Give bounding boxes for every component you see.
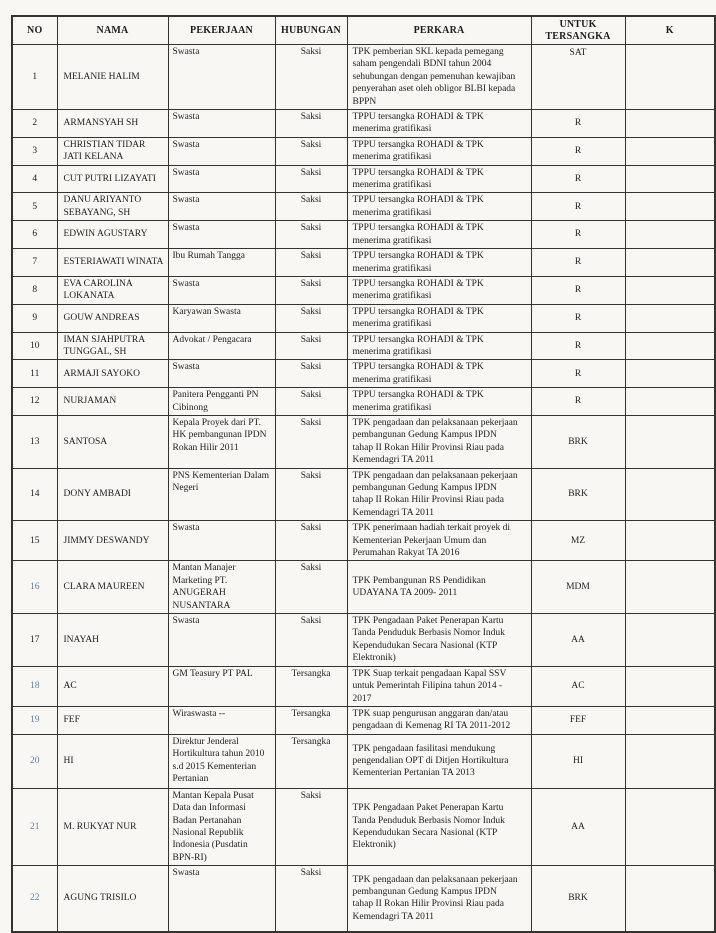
cell-untuk-tersangka: R	[531, 221, 625, 249]
cell-untuk-tersangka: AA	[531, 614, 625, 667]
cell-perkara: TPK pengadaan dan pelaksanaan pekerjaan pembangunan Gedung Kampus IPDN tahap II Rokan Hilir Provinsi Riau pada Kemendagri TA 2011	[347, 415, 531, 468]
cell-ket-truncated	[625, 415, 715, 468]
table-row	[12, 304, 715, 332]
cell-untuk-tersangka: BRK	[531, 415, 625, 468]
table-row	[12, 45, 715, 110]
cell-hubungan: Saksi	[275, 332, 347, 360]
table-row	[12, 521, 715, 561]
table-row	[12, 360, 715, 388]
cell-pekerjaan: Ibu Rumah Tangga	[168, 249, 275, 277]
cell-nama: SANTOSA	[57, 415, 168, 468]
cell-ket-truncated	[625, 45, 715, 110]
cell-nama: CUT PUTRI LIZAYATI	[57, 165, 168, 193]
cell-nama: DANU ARIYANTO SEBAYANG, SH	[57, 193, 168, 221]
cell-pekerjaan: Advokat / Pengacara	[168, 332, 275, 360]
cell-pekerjaan: Panitera Pengganti PN Cibinong	[168, 388, 275, 416]
cell-nama: GOUW ANDREAS	[57, 304, 168, 332]
cell-no: 13	[12, 415, 57, 468]
cell-no: 1	[12, 45, 57, 110]
table-row	[12, 706, 715, 734]
cell-ket-truncated	[625, 706, 715, 734]
table-row	[12, 614, 715, 667]
column-header-hubungan: HUBUNGAN	[275, 16, 347, 45]
cell-perkara: TPPU tersangka ROHADI & TPK menerima gratifikasi	[347, 110, 531, 138]
cell-nama: ESTERIAWATI WINATA	[57, 249, 168, 277]
table-row	[12, 137, 715, 165]
table-row	[12, 788, 715, 865]
table-row	[12, 332, 715, 360]
cell-perkara: TPPU tersangka ROHADI & TPK menerima gratifikasi	[347, 193, 531, 221]
cell-nama: JIMMY DESWANDY	[57, 521, 168, 561]
cell-pekerjaan: Swasta	[168, 137, 275, 165]
cell-perkara: TPK pengadaan fasilitasi mendukung pengendalian OPT di Ditjen Hortikultura Kementerian Pertanian TA 2013	[347, 734, 531, 788]
cell-hubungan: Tersangka	[275, 706, 347, 734]
cell-no: 21	[12, 788, 57, 865]
cell-perkara: TPK Pengadaan Paket Penerapan Kartu Tanda Penduduk Berbasis Nomor Induk Kependudukan Secara Nasional (KTP Elektronik)	[347, 614, 531, 667]
column-header-nama: NAMA	[57, 16, 168, 45]
cell-nama: DONY AMBADI	[57, 468, 168, 521]
cell-nama: IMAN SJAHPUTRA TUNGGAL, SH	[57, 332, 168, 360]
column-header-ket-truncated: K	[625, 16, 715, 45]
cell-hubungan: Saksi	[275, 165, 347, 193]
cell-ket-truncated	[625, 137, 715, 165]
cell-untuk-tersangka: SAT	[531, 45, 625, 110]
cell-ket-truncated	[625, 561, 715, 614]
cell-no: 6	[12, 221, 57, 249]
witness-suspect-table	[11, 15, 716, 933]
cell-pekerjaan: Mantan Manajer Marketing PT. ANUGERAH NUSANTARA	[168, 561, 275, 614]
cell-pekerjaan: Wiraswasta --	[168, 706, 275, 734]
cell-untuk-tersangka: AC	[531, 666, 625, 706]
cell-hubungan: Saksi	[275, 521, 347, 561]
cell-nama: ARMAJI SAYOKO	[57, 360, 168, 388]
cell-untuk-tersangka: R	[531, 360, 625, 388]
cell-no: 4	[12, 165, 57, 193]
cell-no: 19	[12, 706, 57, 734]
cell-untuk-tersangka: R	[531, 249, 625, 277]
cell-perkara: TPPU tersangka ROHADI & TPK menerima gratifikasi	[347, 360, 531, 388]
cell-nama: HI	[57, 734, 168, 788]
cell-perkara: TPPU tersangka ROHADI & TPK menerima gratifikasi	[347, 304, 531, 332]
cell-untuk-tersangka: R	[531, 165, 625, 193]
cell-perkara: TPPU tersangka ROHADI & TPK menerima gratifikasi	[347, 332, 531, 360]
cell-nama: AGUNG TRISILO	[57, 866, 168, 932]
cell-perkara: TPPU tersangka ROHADI & TPK menerima gratifikasi	[347, 276, 531, 304]
table-row	[12, 249, 715, 277]
cell-pekerjaan: Swasta	[168, 193, 275, 221]
cell-pekerjaan: Swasta	[168, 866, 275, 932]
cell-hubungan: Saksi	[275, 788, 347, 865]
document-page	[11, 15, 716, 933]
cell-ket-truncated	[625, 666, 715, 706]
cell-pekerjaan: Swasta	[168, 276, 275, 304]
cell-pekerjaan: Kepala Proyek dari PT. HK pembangunan IPDN Rokan Hilir 2011	[168, 415, 275, 468]
cell-ket-truncated	[625, 249, 715, 277]
column-header-no: NO	[12, 16, 57, 45]
cell-no: 17	[12, 614, 57, 667]
cell-perkara: TPK pengadaan dan pelaksanaan pekerjaan pembangunan Gedung Kampus IPDN tahap II Rokan Hilir Provinsi Riau pada Kemendagri TA 2011	[347, 866, 531, 932]
table-row	[12, 276, 715, 304]
cell-pekerjaan: Swasta	[168, 110, 275, 138]
cell-pekerjaan: PNS Kementerian Dalam Negeri	[168, 468, 275, 521]
cell-nama: MELANIE HALIM	[57, 45, 168, 110]
cell-no: 11	[12, 360, 57, 388]
cell-no: 8	[12, 276, 57, 304]
cell-ket-truncated	[625, 734, 715, 788]
cell-untuk-tersangka: MDM	[531, 561, 625, 614]
table-row	[12, 666, 715, 706]
cell-ket-truncated	[625, 614, 715, 667]
cell-untuk-tersangka: R	[531, 304, 625, 332]
cell-ket-truncated	[625, 221, 715, 249]
cell-hubungan: Saksi	[275, 360, 347, 388]
cell-perkara: TPK pengadaan dan pelaksanaan pekerjaan pembangunan Gedung Kampus IPDN tahap II Rokan Hilir Provinsi Riau pada Kemendagri TA 2011	[347, 468, 531, 521]
cell-ket-truncated	[625, 866, 715, 932]
cell-ket-truncated	[625, 360, 715, 388]
cell-untuk-tersangka: R	[531, 137, 625, 165]
cell-hubungan: Saksi	[275, 221, 347, 249]
cell-nama: CHRISTIAN TIDAR JATI KELANA	[57, 137, 168, 165]
cell-nama: FEF	[57, 706, 168, 734]
cell-ket-truncated	[625, 304, 715, 332]
cell-no: 2	[12, 110, 57, 138]
cell-untuk-tersangka: R	[531, 276, 625, 304]
cell-pekerjaan: Swasta	[168, 45, 275, 110]
cell-pekerjaan: Swasta	[168, 614, 275, 667]
cell-nama: M. RUKYAT NUR	[57, 788, 168, 865]
cell-untuk-tersangka: BRK	[531, 866, 625, 932]
cell-ket-truncated	[625, 332, 715, 360]
cell-pekerjaan: Swasta	[168, 165, 275, 193]
cell-nama: INAYAH	[57, 614, 168, 667]
table-row	[12, 415, 715, 468]
cell-hubungan: Saksi	[275, 866, 347, 932]
cell-untuk-tersangka: AA	[531, 788, 625, 865]
cell-no: 10	[12, 332, 57, 360]
cell-pekerjaan: GM Teasury PT PAL	[168, 666, 275, 706]
cell-untuk-tersangka: MZ	[531, 521, 625, 561]
table-row	[12, 734, 715, 788]
cell-ket-truncated	[625, 165, 715, 193]
cell-perkara: TPPU tersangka ROHADI & TPK menerima gratifikasi	[347, 221, 531, 249]
cell-pekerjaan: Swasta	[168, 360, 275, 388]
cell-no: 14	[12, 468, 57, 521]
cell-untuk-tersangka: R	[531, 388, 625, 416]
cell-no: 9	[12, 304, 57, 332]
cell-nama: CLARA MAUREEN	[57, 561, 168, 614]
cell-ket-truncated	[625, 193, 715, 221]
cell-no: 12	[12, 388, 57, 416]
cell-ket-truncated	[625, 788, 715, 865]
cell-perkara: TPPU tersangka ROHADI & TPK menerima gratifikasi	[347, 249, 531, 277]
cell-perkara: TPK Suap terkait pengadaan Kapal SSV untuk Pemerintah Filipina tahun 2014 - 2017	[347, 666, 531, 706]
cell-hubungan: Saksi	[275, 137, 347, 165]
cell-nama: AC	[57, 666, 168, 706]
cell-hubungan: Saksi	[275, 561, 347, 614]
cell-pekerjaan: Mantan Kepala Pusat Data dan Informasi Badan Pertanahan Nasional Republik Indonesia (Pusdatin BPN-RI)	[168, 788, 275, 865]
cell-untuk-tersangka: R	[531, 332, 625, 360]
cell-untuk-tersangka: BRK	[531, 468, 625, 521]
cell-pekerjaan: Karyawan Swasta	[168, 304, 275, 332]
cell-pekerjaan: Direktur Jenderal Hortikultura tahun 2010 s.d 2015 Kementerian Pertanian	[168, 734, 275, 788]
cell-hubungan: Saksi	[275, 249, 347, 277]
cell-untuk-tersangka: FEF	[531, 706, 625, 734]
cell-hubungan: Saksi	[275, 614, 347, 667]
cell-nama: ARMANSYAH SH	[57, 110, 168, 138]
cell-ket-truncated	[625, 276, 715, 304]
cell-pekerjaan: Swasta	[168, 521, 275, 561]
cell-perkara: TPK Pengadaan Paket Penerapan Kartu Tanda Penduduk Berbasis Nomor Induk Kependudukan Secara Nasional (KTP Elektronik)	[347, 788, 531, 865]
cell-nama: NURJAMAN	[57, 388, 168, 416]
cell-hubungan: Saksi	[275, 110, 347, 138]
cell-hubungan: Saksi	[275, 276, 347, 304]
cell-no: 16	[12, 561, 57, 614]
column-header-pekerjaan: PEKERJAAN	[168, 16, 275, 45]
cell-untuk-tersangka: HI	[531, 734, 625, 788]
cell-hubungan: Saksi	[275, 415, 347, 468]
cell-ket-truncated	[625, 468, 715, 521]
cell-hubungan: Saksi	[275, 468, 347, 521]
cell-perkara: TPK pemberian SKL kepada pemegang saham pengendali BDNI tahun 2004 sehubungan dengan pemenuhan kewajiban penyerahan aset oleh obligor BLBI kepada BPPN	[347, 45, 531, 110]
cell-no: 5	[12, 193, 57, 221]
cell-hubungan: Saksi	[275, 304, 347, 332]
table-row	[12, 866, 715, 932]
table-row	[12, 468, 715, 521]
cell-hubungan: Saksi	[275, 193, 347, 221]
cell-ket-truncated	[625, 110, 715, 138]
cell-ket-truncated	[625, 388, 715, 416]
cell-perkara: TPK suap pengurusan anggaran dan/atau pengadaan di Kemenag RI TA 2011-2012	[347, 706, 531, 734]
table-header	[12, 16, 715, 45]
cell-no: 22	[12, 866, 57, 932]
cell-no: 18	[12, 666, 57, 706]
cell-perkara: TPK Pembangunan RS Pendidikan UDAYANA TA 2009- 2011	[347, 561, 531, 614]
cell-hubungan: Tersangka	[275, 666, 347, 706]
cell-nama: EVA CAROLINA LOKANATA	[57, 276, 168, 304]
cell-perkara: TPPU tersangka ROHADI & TPK menerima gratifikasi	[347, 388, 531, 416]
cell-perkara: TPPU tersangka ROHADI & TPK menerima gratifikasi	[347, 165, 531, 193]
cell-no: 7	[12, 249, 57, 277]
cell-perkara: TPPU tersangka ROHADI & TPK menerima gratifikasi	[347, 137, 531, 165]
cell-ket-truncated	[625, 521, 715, 561]
cell-no: 15	[12, 521, 57, 561]
table-row	[12, 165, 715, 193]
cell-nama: EDWIN AGUSTARY	[57, 221, 168, 249]
header-row	[12, 16, 715, 45]
table-row	[12, 561, 715, 614]
column-header-untuk-tersangka: UNTUK TERSANGKA	[531, 16, 625, 45]
table-row	[12, 110, 715, 138]
table-row	[12, 221, 715, 249]
cell-no: 3	[12, 137, 57, 165]
table-row	[12, 193, 715, 221]
cell-hubungan: Saksi	[275, 45, 347, 110]
cell-untuk-tersangka: R	[531, 193, 625, 221]
cell-hubungan: Tersangka	[275, 734, 347, 788]
cell-perkara: TPK penerimaan hadiah terkait proyek di Kementerian Pekerjaan Umum dan Perumahan Rakyat TA 2016	[347, 521, 531, 561]
cell-pekerjaan: Swasta	[168, 221, 275, 249]
cell-no: 20	[12, 734, 57, 788]
cell-hubungan: Saksi	[275, 388, 347, 416]
column-header-perkara: PERKARA	[347, 16, 531, 45]
cell-untuk-tersangka: R	[531, 110, 625, 138]
table-row	[12, 388, 715, 416]
table-body	[12, 45, 715, 932]
